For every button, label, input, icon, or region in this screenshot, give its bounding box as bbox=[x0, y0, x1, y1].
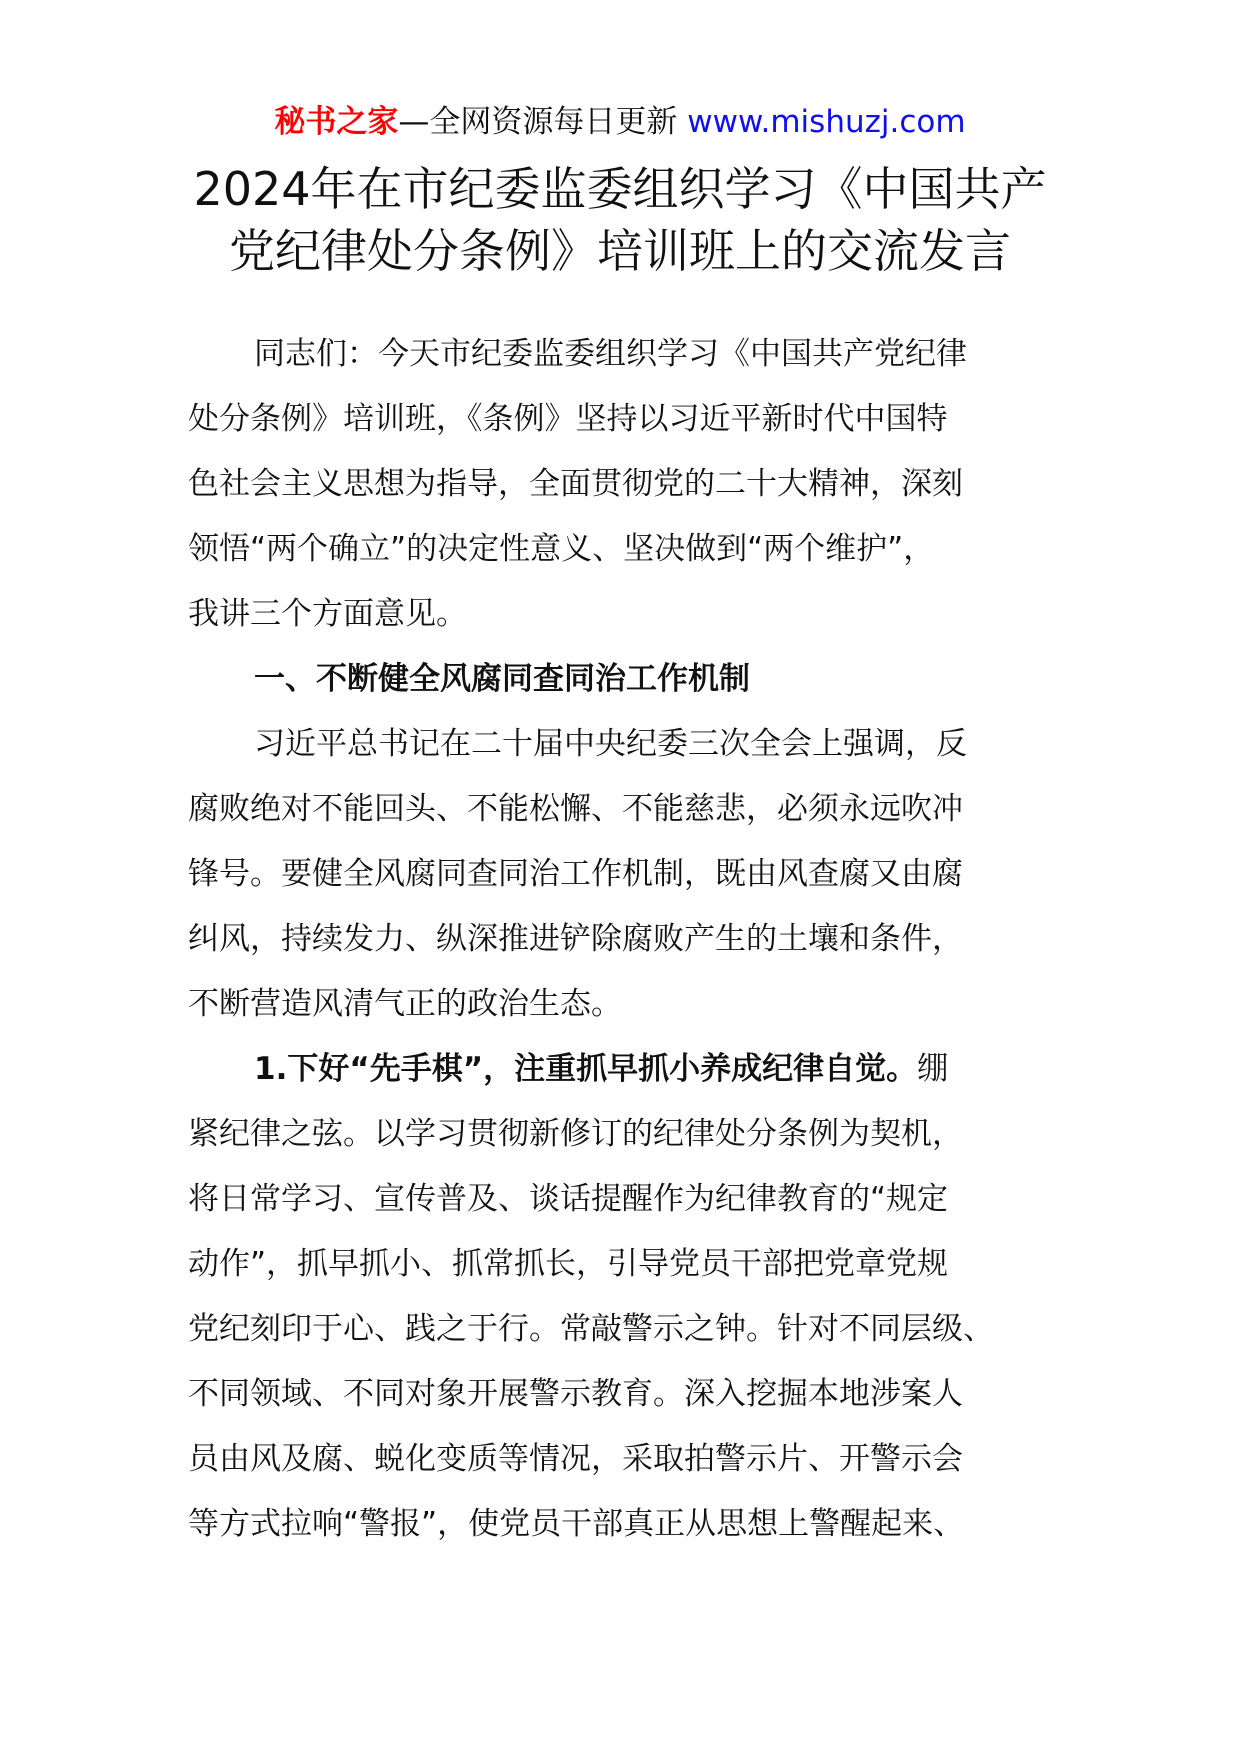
paragraph-line: 不同领域、不同对象开展警示教育。深入挖掘本地涉案人 bbox=[188, 1376, 963, 1412]
brand-name: 秘书之家 bbox=[274, 104, 399, 140]
paragraph-line: 党纪刻印于心、践之于行。常敲警示之钟。针对不同层级、 bbox=[188, 1311, 994, 1347]
paragraph-line: 腐败绝对不能回头、不能松懈、不能慈悲，必须永远吹冲 bbox=[188, 791, 963, 827]
paragraph-line: 锋号。要健全风腐同查同治工作机制，既由风查腐又由腐 bbox=[188, 856, 963, 892]
paragraph-line: 领悟“两个确立”的决定性意义、坚决做到“两个维护”， bbox=[188, 531, 935, 567]
document-title bbox=[170, 158, 1070, 282]
site-url-link[interactable]: www.mishuzj.com bbox=[687, 104, 966, 140]
subsection-lead-text: 绷 bbox=[917, 1051, 949, 1087]
paragraph-line: 我讲三个方面意见。 bbox=[188, 596, 467, 632]
paragraph-line: 紧纪律之弦。以学习贯彻新修订的纪律处分条例为契机， bbox=[188, 1116, 963, 1152]
subsection-heading: 1.下好“先手棋”，注重抓早抓小养成纪律自觉。 bbox=[254, 1051, 918, 1087]
paragraph-line: 习近平总书记在二十届中央纪委三次全会上强调，反 bbox=[254, 726, 967, 762]
paragraph-line: 动作”，抓早抓小、抓常抓长，引导党员干部把党章党规 bbox=[188, 1246, 949, 1282]
title-line-2: 党纪律处分条例》培训班上的交流发言 bbox=[229, 224, 1011, 278]
site-banner bbox=[0, 100, 1240, 144]
paragraph-line: 不断营造风清气正的政治生态。 bbox=[188, 986, 622, 1022]
subsection-line bbox=[188, 1037, 1060, 1102]
paragraph-line: 员由风及腐、蜕化变质等情况，采取拍警示片、开警示会 bbox=[188, 1441, 963, 1477]
banner-tagline: —全网资源每日更新 bbox=[398, 104, 688, 140]
paragraph-line: 等方式拉响“警报”，使党员干部真正从思想上警醒起来、 bbox=[188, 1506, 965, 1542]
paragraph-line: 同志们：今天市纪委监委组织学习《中国共产党纪律 bbox=[254, 336, 967, 372]
section-heading: 一、不断健全风腐同查同治工作机制 bbox=[254, 661, 750, 697]
paragraph-line: 处分条例》培训班，《条例》坚持以习近平新时代中国特 bbox=[188, 401, 948, 437]
paragraph-line: 色社会主义思想为指导，全面贯彻党的二十大精神，深刻 bbox=[188, 466, 963, 502]
paragraph-line: 将日常学习、宣传普及、谈话提醒作为纪律教育的“规定 bbox=[188, 1181, 949, 1217]
document-body bbox=[188, 322, 1060, 1557]
title-line-1: 2024年在市纪委监委组织学习《中国共产 bbox=[193, 162, 1047, 216]
paragraph-line: 纠风，持续发力、纵深推进铲除腐败产生的土壤和条件， bbox=[188, 921, 963, 957]
